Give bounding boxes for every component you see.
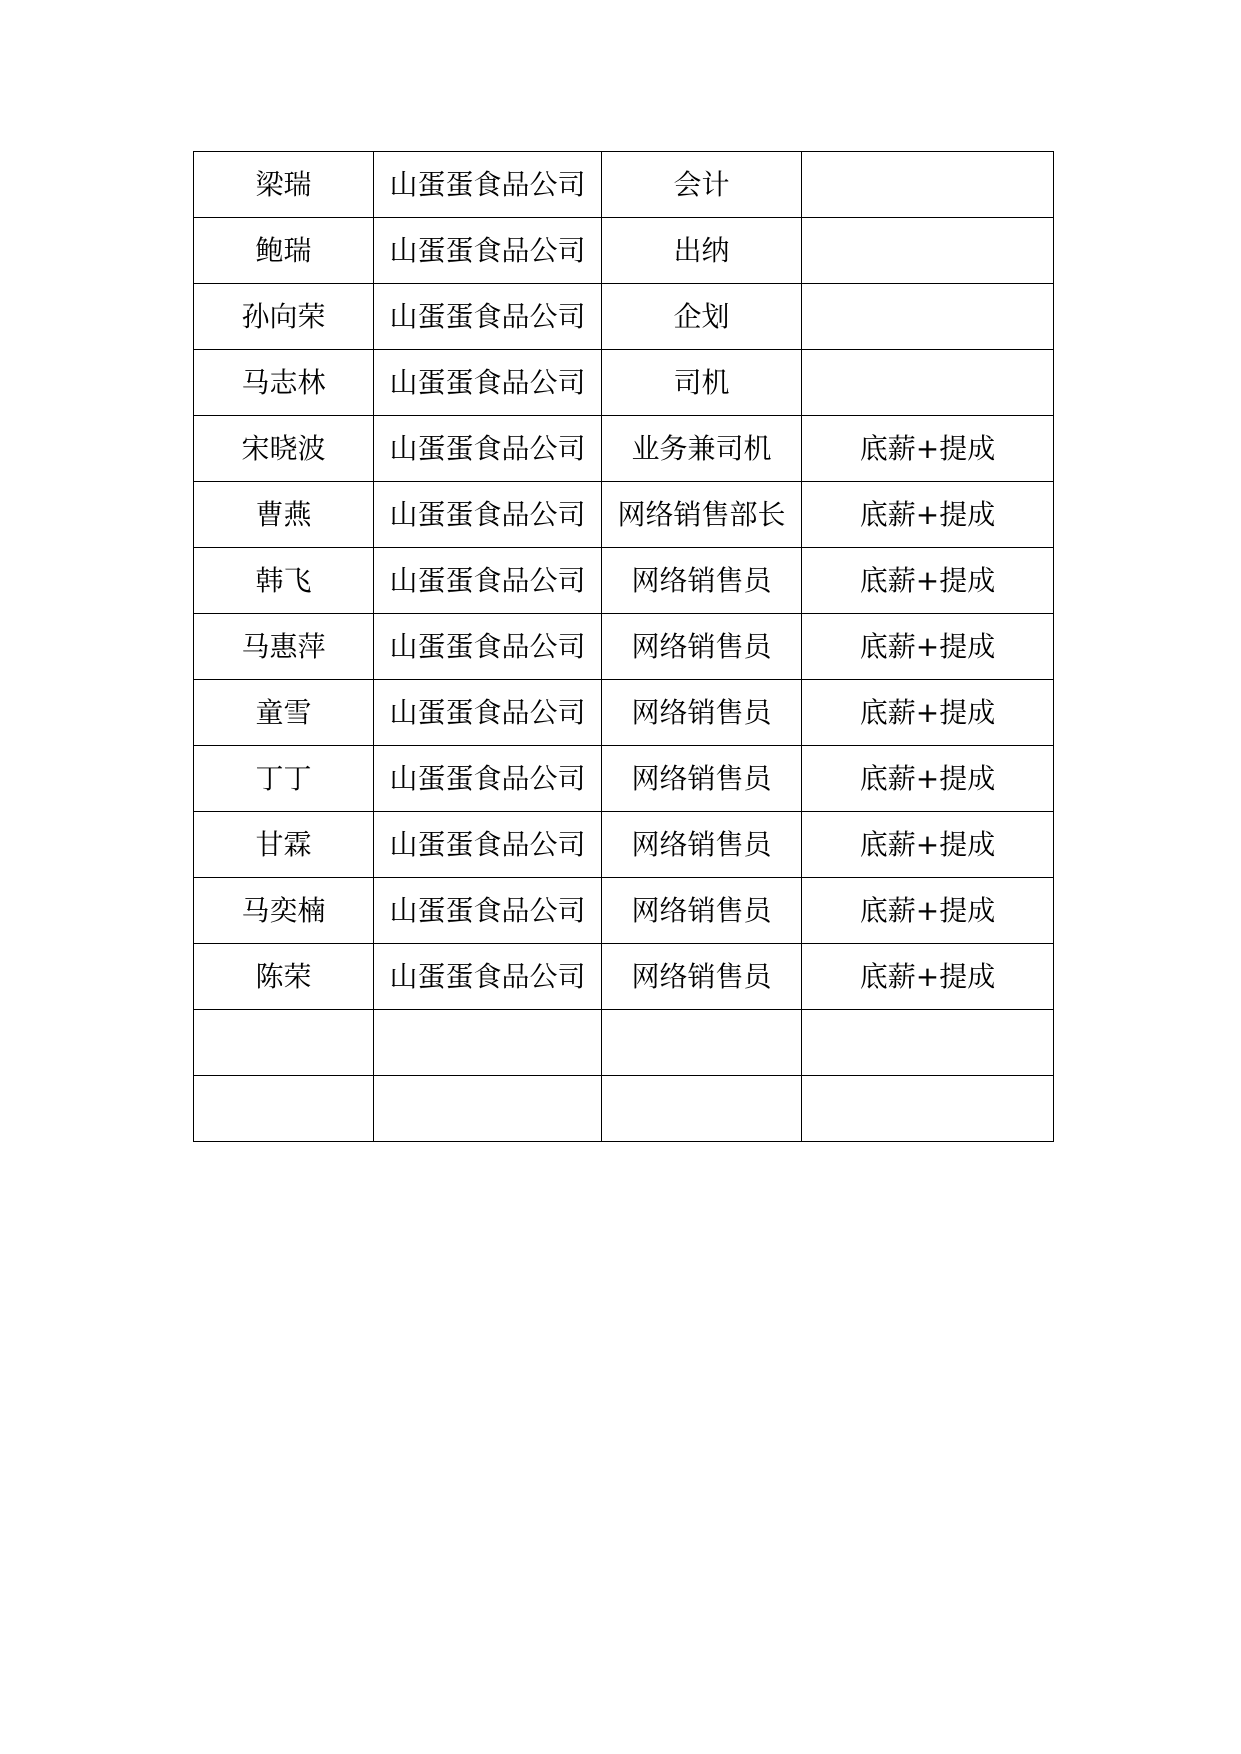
position-cell: [602, 1076, 802, 1142]
salary-cell: [802, 284, 1054, 350]
company-cell: [374, 1010, 602, 1076]
table-row: [194, 284, 1054, 350]
company-cell: 山蛋蛋食品公司: [374, 812, 602, 878]
table-row: [194, 218, 1054, 284]
company-cell: 山蛋蛋食品公司: [374, 680, 602, 746]
table-row: [194, 482, 1054, 548]
company-cell: 山蛋蛋食品公司: [374, 614, 602, 680]
name-cell: 梁瑞: [194, 152, 374, 218]
table-row: [194, 1076, 1054, 1142]
staff-table: [193, 151, 1054, 1142]
position-cell: 网络销售员: [602, 944, 802, 1010]
position-cell: 网络销售员: [602, 680, 802, 746]
position-cell: 网络销售员: [602, 548, 802, 614]
salary-cell: [802, 152, 1054, 218]
name-cell: 马志林: [194, 350, 374, 416]
name-cell: 丁丁: [194, 746, 374, 812]
name-cell: 甘霖: [194, 812, 374, 878]
company-cell: 山蛋蛋食品公司: [374, 284, 602, 350]
name-cell: 马奕楠: [194, 878, 374, 944]
name-cell: 宋晓波: [194, 416, 374, 482]
company-cell: 山蛋蛋食品公司: [374, 548, 602, 614]
salary-cell: 底薪+提成: [802, 548, 1054, 614]
table-row: [194, 680, 1054, 746]
name-cell: 鲍瑞: [194, 218, 374, 284]
company-cell: 山蛋蛋食品公司: [374, 944, 602, 1010]
position-cell: 网络销售员: [602, 878, 802, 944]
salary-cell: [802, 218, 1054, 284]
position-cell: 网络销售员: [602, 614, 802, 680]
position-cell: 会计: [602, 152, 802, 218]
company-cell: 山蛋蛋食品公司: [374, 746, 602, 812]
name-cell: 孙向荣: [194, 284, 374, 350]
salary-cell: 底薪+提成: [802, 812, 1054, 878]
salary-cell: 底薪+提成: [802, 680, 1054, 746]
table-row: [194, 614, 1054, 680]
name-cell: 曹燕: [194, 482, 374, 548]
table-row: [194, 416, 1054, 482]
position-cell: 网络销售部长: [602, 482, 802, 548]
position-cell: 业务兼司机: [602, 416, 802, 482]
position-cell: 司机: [602, 350, 802, 416]
name-cell: 陈荣: [194, 944, 374, 1010]
table-row: [194, 1010, 1054, 1076]
salary-cell: 底薪+提成: [802, 482, 1054, 548]
company-cell: 山蛋蛋食品公司: [374, 350, 602, 416]
company-cell: 山蛋蛋食品公司: [374, 416, 602, 482]
salary-cell: 底薪+提成: [802, 944, 1054, 1010]
position-cell: [602, 1010, 802, 1076]
salary-cell: 底薪+提成: [802, 746, 1054, 812]
table-row: [194, 812, 1054, 878]
company-cell: 山蛋蛋食品公司: [374, 482, 602, 548]
name-cell: 马惠萍: [194, 614, 374, 680]
name-cell: [194, 1010, 374, 1076]
position-cell: 网络销售员: [602, 746, 802, 812]
company-cell: 山蛋蛋食品公司: [374, 218, 602, 284]
table-row: [194, 746, 1054, 812]
name-cell: 童雪: [194, 680, 374, 746]
salary-cell: 底薪+提成: [802, 878, 1054, 944]
company-cell: 山蛋蛋食品公司: [374, 152, 602, 218]
salary-cell: [802, 1076, 1054, 1142]
table-row: [194, 152, 1054, 218]
position-cell: 企划: [602, 284, 802, 350]
salary-cell: 底薪+提成: [802, 416, 1054, 482]
salary-cell: 底薪+提成: [802, 614, 1054, 680]
table-row: [194, 944, 1054, 1010]
table-row: [194, 878, 1054, 944]
name-cell: [194, 1076, 374, 1142]
company-cell: [374, 1076, 602, 1142]
salary-cell: [802, 350, 1054, 416]
company-cell: 山蛋蛋食品公司: [374, 878, 602, 944]
name-cell: 韩飞: [194, 548, 374, 614]
position-cell: 出纳: [602, 218, 802, 284]
table-row: [194, 548, 1054, 614]
salary-cell: [802, 1010, 1054, 1076]
position-cell: 网络销售员: [602, 812, 802, 878]
table-row: [194, 350, 1054, 416]
